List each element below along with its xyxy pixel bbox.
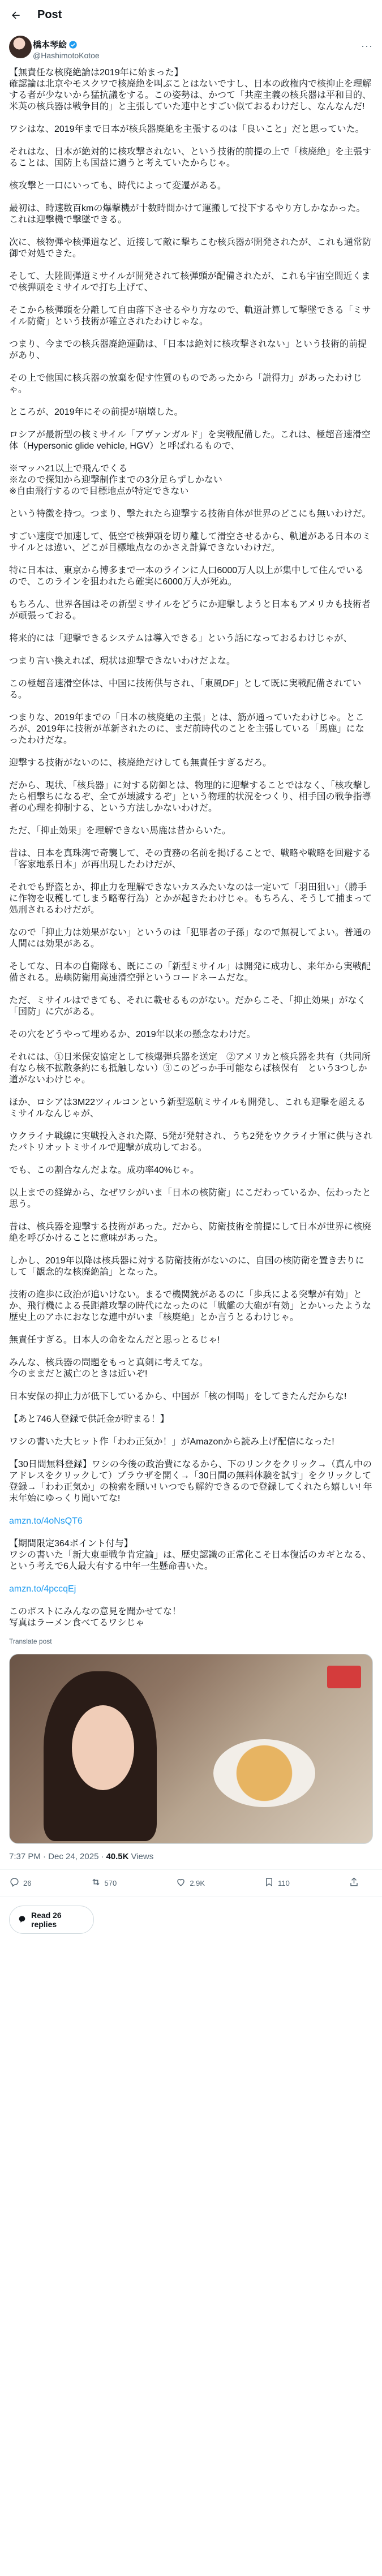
post-paragraph: みんな、核兵器の問題をもっと真剣に考えてな。 今のままだと滅亡のときは近いぞ! xyxy=(9,1358,209,1379)
amazon-link-1[interactable]: amzn.to/4oNsQT6 xyxy=(9,1516,83,1526)
post-timestamp[interactable]: 7:37 PM · Dec 24, 2025 xyxy=(9,1852,99,1861)
post-paragraph: その穴をどうやって埋めるか、2019年以来の懸念なわけだ。 xyxy=(9,1030,256,1039)
replies-section xyxy=(0,1896,382,1943)
post-paragraphs xyxy=(9,67,373,1403)
post-paragraph: なので「抑止力は効果がない」というのは「犯罪者の子孫」なので無視してよい。普通の人間には効果がある。 xyxy=(9,928,372,949)
avatar[interactable] xyxy=(9,36,32,58)
post-paragraph: 技術の進歩に政治が追いけない。まるで機関銃があるのに「歩兵による突撃が有効」とか、飛行機による長距離攻撃の時代になったのに「戦艦の大砲が有効」とかいったような歴史上のアホにおなじな連中がいま「核廃絶」とか言うとるわけじゃ。 xyxy=(9,1290,372,1322)
page-title: Post xyxy=(37,8,62,21)
repost-icon xyxy=(91,1877,101,1889)
translate-post-link[interactable]: Translate post xyxy=(9,1637,52,1645)
post-paragraph: 次に、核物弾や核弾道など、近接して敵に撃ちこむ核兵器が開発されたが、これも通常防御で対処できた。 xyxy=(9,238,372,259)
like-button[interactable] xyxy=(175,1877,205,1889)
read-replies-label: Read 26 replies xyxy=(31,1911,62,1929)
post-paragraph: でも、この割合なんだよな。成功率40%じゃ。 xyxy=(9,1166,200,1175)
more-options-icon[interactable]: ··· xyxy=(361,40,373,51)
post-meta xyxy=(0,1844,382,1870)
post-paragraph: だから、現状、「核兵器」に対する防御とは、物理的に迎撃することではなく、「核攻撃したら相撃ちになるぞ、全てが壊滅するぞ」という物理的状況をつくり、相手国の戦争指導者の心理を抑制する、という方法しかないわけだ。 xyxy=(9,781,371,813)
promo-paragraph: 【あと746人登録で供託金が貯まる！】 xyxy=(9,1414,169,1424)
post-paragraph: 最初は、時速数百kmの爆撃機が十数時間かけて運搬して投下するやり方しかなかった。これは迎撃機で撃墜できる。 xyxy=(9,204,366,225)
meta-separator: · xyxy=(101,1852,104,1861)
repost-button[interactable] xyxy=(91,1877,117,1889)
arrow-left-icon[interactable] xyxy=(9,8,23,22)
author-header xyxy=(0,30,382,63)
views-label: Views xyxy=(131,1852,154,1861)
post-paragraph: 特に日本は、東京から博多まで一本のラインに人口6000万人以上が集中して住んでいるので、このラインを狙われたら確実に6000万人が死ぬ。 xyxy=(9,566,364,587)
post-paragraph: 核攻撃と一口にいっても、時代によって変遷がある。 xyxy=(9,181,227,191)
bookmark-count: 110 xyxy=(278,1878,290,1887)
post-paragraph: そして、大陸間弾道ミサイルが開発されて核弾頭が配備されたが、これも宇宙空間近くまで核弾頭をミサイルで打ち上げて、 xyxy=(9,272,371,293)
photo-sign xyxy=(327,1666,361,1688)
reply-icon xyxy=(9,1877,20,1889)
view-count: 40.5K xyxy=(106,1852,129,1861)
closing-text: このポストにみんなの意見を聞かせてな！ 写真はラーメン食べてるワシじゃ xyxy=(9,1607,182,1628)
share-button[interactable] xyxy=(349,1877,359,1889)
repost-count: 570 xyxy=(104,1878,117,1887)
post-paragraph: 以上までの経緯から、なぜワシがいま「日本の核防衛」にこだわっているか、伝わったと思う。 xyxy=(9,1188,371,1209)
post-paragraph: それでも野盗とか、抑止力を理解できないカスみたいなのは一定いて「羽田狙い」（勝手に作物を収穫してしまう略奪行為）とかが起きたわけじゃ。もちろん、そうして捕まって処刑されるわけだが。 xyxy=(9,883,372,915)
amazon-link-2[interactable]: amzn.to/4pccqEj xyxy=(9,1584,76,1594)
bookmark-icon xyxy=(264,1877,274,1889)
post-paragraph: つまり言い換えれば、現状は迎撃できないわけだよな。 xyxy=(9,656,236,666)
post-paragraph: 昔は、日本を真珠湾で奇襲して、その責務の名前を掲げることで、戦略や戦略を回避する「客家地系日本」が再出現したわけだが、 xyxy=(9,849,371,870)
action-bar xyxy=(0,1870,382,1896)
promo-paragraph: 【30日間無料登録】ワシの今後の政治費になるから、下のリンクをクリック→（真ん中のアドレスをクリックして）ブラウザを開く→「30日間の無料体験を試す」をクリックして登録→「わわ正気か」の検索を願い! いつでも解約できるので登録してくれたら嬉しい! 年末年始にゆっくり聞いてな! xyxy=(9,1460,372,1503)
promo-paragraph: ワシの書いた大ヒット作「わわ正気か！」がAmazonから読み上げ配信になった! xyxy=(9,1437,334,1447)
post-paragraph: 【無責任な核廃絶論は2019年に始まった】 確認論は北京やモスクワで核廃絶を叫ぶことはないですし、日本の政権内で核抑止を理解する者が少ないから猛抗議をする。この姿勢は、かつて「共産主義の核兵器は平和目的、米英の核兵器は戦争目的」と主張していた連中とすごい似ておるわけだし、なんなんだ! xyxy=(9,68,372,111)
promo-2: 【期間限定364ポイント付与】 ワシの書いた「新大東亜戦争肯定論」は、歴史認識の正常化こそ日本復活のカギとなる、という考えで6人最大有する中年一生懸命書いた。 xyxy=(9,1539,372,1571)
post-paragraph: その上で他国に核兵器の放棄を促す性質のものであったから「説得力」があったわけじゃ。 xyxy=(9,373,362,394)
heart-icon xyxy=(175,1877,186,1889)
post-paragraph: もちろん、世界各国はその新型ミサイルをどうにか迎撃しようと日本もアメリカも技術者が頑張っておる。 xyxy=(9,600,371,621)
post-paragraph: ところが、2019年にその前提が崩壊した。 xyxy=(9,407,183,417)
promo-paragraphs xyxy=(9,1414,373,1504)
post-paragraph: 昔は、核兵器を迎撃する技術があった。だから、防衛技術を前提にして日本が世界に核廃絶を呼びかけることに意味があった。 xyxy=(9,1222,371,1243)
share-icon xyxy=(349,1877,359,1889)
author-names xyxy=(33,38,100,60)
photo-face xyxy=(72,1705,134,1790)
bookmark-button[interactable] xyxy=(264,1877,290,1889)
reply-count: 26 xyxy=(23,1878,32,1887)
post-paragraph: つまり、今までの核兵器廃絶運動は、「日本は絶対に核攻撃されない」という技術的前提があり、 xyxy=(9,339,367,360)
post-paragraph: そしてな、日本の自衛隊も、既にこの「新型ミサイル」は開発に成功し、来年から実戦配備される。島嶼防衛用高速滑空弾というコードネームだな。 xyxy=(9,962,371,983)
post-paragraph: ロシアが最新型の核ミサイル「アヴァンガルド」を実戦配備した。これは、極超音速滑空体（Hypersonic glide vehicle, HGV）と呼ばれるもので、 xyxy=(9,430,371,451)
post-paragraph: 日本安保の抑止力が低下しているから、中国が「核の恫喝」をしてきたんだからな! xyxy=(9,1392,347,1401)
author-handle[interactable]: @HashimotoKotoe xyxy=(33,51,100,60)
post-paragraph: つまりな、2019年までの「日本の核廃絶の主張」とは、筋が通っていたわけじゃ。ところが、2019年に技術が革新されたのに、まだ前時代のことを主張している「馬鹿」になったわけだな。 xyxy=(9,713,364,745)
name-row xyxy=(33,38,100,50)
post-paragraph: ※マッハ21以上で飛んでくる ※なので探知から迎撃制作までの3分足らずしかない ※自由飛行するので目標地点が特定できない xyxy=(9,464,222,496)
post-photo[interactable] xyxy=(9,1654,373,1844)
post-paragraph: ワシはな、2019年まで日本が核兵器廃絶を主張するのは「良いこと」だと思っていた。 xyxy=(9,124,364,134)
post-paragraph: ただ、「抑止効果」を理解できない馬鹿は昔からいた。 xyxy=(9,826,231,836)
post-paragraph: 無責任すぎる。日本人の命をなんだと思っとるじゃ! xyxy=(9,1335,220,1345)
post-paragraph: それには、①日米保安協定として核爆弾兵器を送定 ②アメリカと核兵器を共有（共同所有なら核不拡散条約にも抵触しない）③このどっか手可能ならば核保有 という3つしか道がないわけじゃ。 xyxy=(9,1052,371,1085)
like-count: 2.9K xyxy=(190,1878,205,1887)
read-replies-button[interactable] xyxy=(9,1906,94,1934)
post-paragraph: 将来的には「迎撃できるシステムは導入できる」という話になっておるわけじゃが、 xyxy=(9,634,353,643)
verified-badge-icon xyxy=(68,40,78,49)
post-paragraph: ウクライナ戦線に実戦投入された際、5発が発射され、うち2発をウクライナ軍に供与されたパトリオットミサイルで迎撃が成功しておる。 xyxy=(9,1132,372,1152)
post-paragraph: ほか、ロシアは3M22ツィルコンという新型巡航ミサイルも開発し、これも迎撃を超えるミサイルなんじゃが、 xyxy=(9,1098,366,1119)
photo-ramen-bowl xyxy=(213,1739,315,1807)
top-bar xyxy=(0,0,382,30)
post-paragraph: ただ、ミサイルはできても、それに載せるものがない。だからこそ、「抑止効果」がなく「国防」に穴がある。 xyxy=(9,996,366,1017)
post-body xyxy=(0,63,382,1844)
post-paragraph: そこから核弾頭を分離して自由落下させるやり方なので、軌道計算して撃墜できる「ミサイル防衛」という技術が確立されたわけじゃな。 xyxy=(9,306,371,326)
author-name[interactable]: 橋本琴絵 xyxy=(33,40,67,50)
post-paragraph: この極超音速滑空体は、中国に技術供与され、「東風DF」として既に実戦配備されている。 xyxy=(9,679,362,700)
reply-button[interactable] xyxy=(9,1877,31,1889)
post-paragraph: 迎撃する技術がないのに、核廃絶だけしても無責任すぎるだろ。 xyxy=(9,758,272,768)
replies-icon xyxy=(18,1915,27,1925)
post-paragraph: それはな、日本が絶対的に核攻撃されない、という技術的前提の上で「核廃絶」を主張することは、国防上も国益に適うと考えていたからじゃ。 xyxy=(9,147,372,168)
post-paragraph: すごい速度で加速して、低空で核弾頭を切り離して滑空させるから、軌道がある日本のミサイルとは違い、どこが目標地点なのかさえ計算できないわけだ。 xyxy=(9,532,371,553)
post-paragraph: という特徴を持つ。つまり、撃たれたら迎撃する技術自体が世界のどこにも無いわけだ。 xyxy=(9,509,371,519)
post-paragraph: しかし、2019年以降は核兵器に対する防衛技術がないのに、自国の核防衛を置き去りにして「観念的な核廃絶論」となった。 xyxy=(9,1256,364,1277)
